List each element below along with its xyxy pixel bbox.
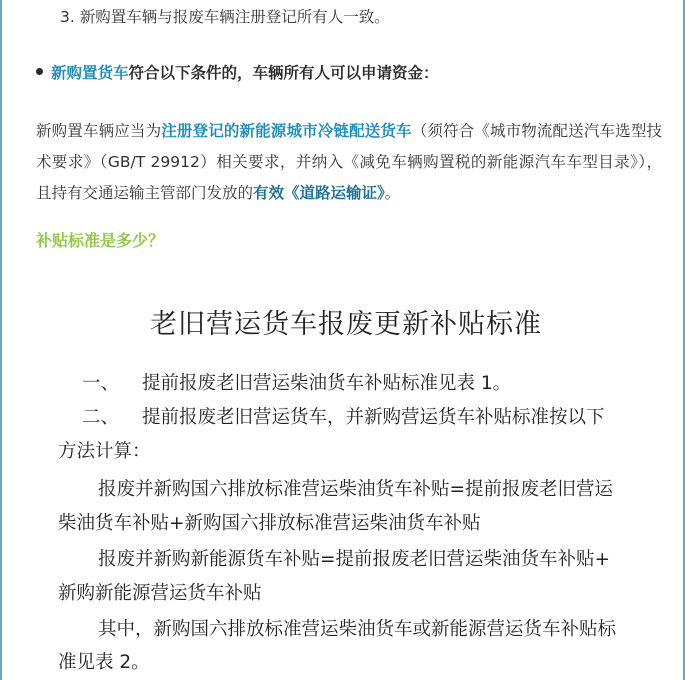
bullet-icon bbox=[36, 68, 43, 75]
note-line-1: 其中，新购国六排放标准营运柴油货车或新能源营运货车补贴标 bbox=[98, 619, 617, 640]
conditions-paragraph bbox=[36, 116, 662, 209]
subsidy-standard-document-image bbox=[32, 283, 660, 680]
formula-2-line-2: 新购新能源营运货车补贴 bbox=[58, 583, 262, 604]
conditions-text: 符合以下条件的，车辆所有人可以申请资金： bbox=[128, 64, 439, 82]
formula-2-line-1: 报废并新购新能源货车补贴=提前报废老旧营运柴油货车补贴+ bbox=[98, 549, 611, 570]
item-2-number: 二、 bbox=[82, 407, 120, 428]
paragraph-text-3: 。 bbox=[384, 184, 401, 202]
document-item-2-cont: 方法计算： bbox=[58, 441, 151, 462]
document-item-2 bbox=[82, 405, 605, 431]
paragraph-text-2: （须符合《城市物流配送汽车选型技术要求》（GB/T 29912）相关要求，并纳入《减免车辆购置税的新能源汽车车型目录》），且持有交通运输主管部门发放的 bbox=[36, 122, 662, 202]
conditions-heading bbox=[36, 62, 439, 84]
item-1-number: 一、 bbox=[82, 373, 120, 394]
paragraph-highlight-2: 有效《道路运输证》 bbox=[253, 184, 385, 202]
list-item-3: 3. 新购置车辆与报废车辆注册登记所有人一致。 bbox=[60, 8, 390, 26]
formula-1-line-2: 柴油货车补贴+新购国六排放标准营运柴油货车补贴 bbox=[58, 513, 481, 534]
document-title: 老旧营运货车报废更新补贴标准 bbox=[150, 309, 542, 340]
paragraph-highlight-1: 注册登记的新能源城市冷链配送货车 bbox=[161, 122, 412, 140]
note-line-2: 准见表 2。 bbox=[58, 652, 150, 673]
item-1-text: 提前报废老旧营运柴油货车补贴标准见表 1。 bbox=[142, 373, 512, 394]
formula-1-line-1: 报废并新购国六排放标准营运柴油货车补贴=提前报废老旧营运 bbox=[98, 479, 614, 500]
paragraph-text-1: 新购置车辆应当为 bbox=[36, 122, 162, 140]
question-heading: 补贴标准是多少？ bbox=[36, 231, 165, 250]
conditions-highlight: 新购置货车 bbox=[51, 64, 129, 82]
item-2-text: 提前报废老旧营运货车，并新购营运货车补贴标准按以下 bbox=[142, 407, 605, 428]
document-item-1 bbox=[82, 371, 511, 397]
